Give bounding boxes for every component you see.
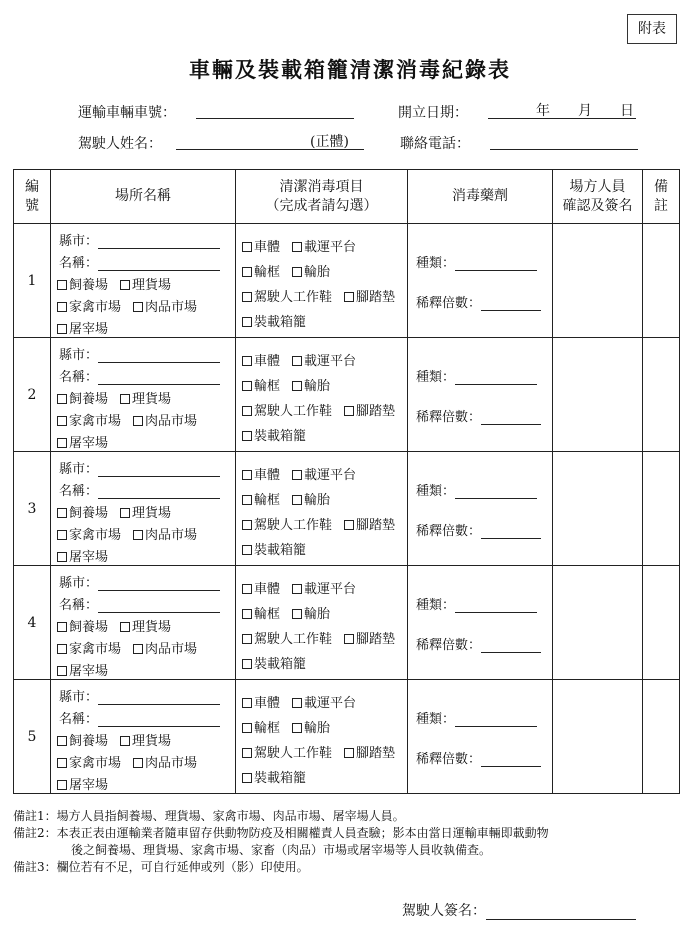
opt-vehicle-body[interactable]: 車體 bbox=[242, 464, 280, 483]
opt-platform[interactable]: 載運平台 bbox=[292, 350, 356, 369]
table-row bbox=[14, 680, 680, 794]
opt-driver-shoes[interactable]: 駕駛人工作鞋 bbox=[242, 514, 332, 533]
opt-platform[interactable]: 載運平台 bbox=[292, 692, 356, 711]
checkbox-icon[interactable] bbox=[57, 644, 67, 654]
name-field[interactable] bbox=[98, 486, 220, 499]
opt-foot-mat[interactable]: 腳踏墊 bbox=[344, 742, 395, 761]
dilution-line: 稀釋倍數： bbox=[416, 748, 541, 767]
row-number: 2 bbox=[14, 338, 51, 452]
note-cell[interactable] bbox=[643, 224, 680, 338]
phone-label: 聯絡電話： bbox=[400, 136, 470, 152]
checkbox-icon[interactable] bbox=[242, 406, 252, 416]
agent-type-field[interactable] bbox=[455, 258, 537, 271]
note-3: 備註3：欄位若有不足，可自行延伸或列（影）印使用。 bbox=[13, 860, 309, 874]
place-cell bbox=[51, 566, 236, 680]
checkbox-icon[interactable] bbox=[242, 773, 252, 783]
print-hint: (正體) bbox=[310, 134, 349, 150]
opt-wheel-frame[interactable]: 輪框 bbox=[242, 261, 280, 280]
name-line: 名稱： bbox=[59, 480, 220, 499]
county-line: 縣市： bbox=[59, 344, 220, 363]
opt-meat-market[interactable]: 肉品市場 bbox=[133, 752, 197, 771]
opt-abattoir[interactable]: 屠宰場 bbox=[57, 318, 108, 337]
dilution-field[interactable] bbox=[481, 412, 541, 425]
dilution-field[interactable] bbox=[481, 754, 541, 767]
opt-foot-mat[interactable]: 腳踏墊 bbox=[344, 400, 395, 419]
col-items-header: 清潔消毒項目 （完成者請勾選） bbox=[236, 170, 408, 224]
checkbox-icon[interactable] bbox=[344, 406, 354, 416]
row-number: 1 bbox=[14, 224, 51, 338]
note-2-continued: 後之飼養場、理貨場、家禽市場、家畜（肉品）市場或屠宰場等人員收執備查。 bbox=[71, 843, 492, 857]
agent-type-field[interactable] bbox=[455, 714, 537, 727]
agent-cell bbox=[408, 224, 553, 338]
checkbox-icon[interactable] bbox=[57, 394, 67, 404]
col-confirm-header: 場方人員 確認及簽名 bbox=[553, 170, 643, 224]
row-number: 5 bbox=[14, 680, 51, 794]
checkbox-icon[interactable] bbox=[57, 780, 67, 790]
table-row bbox=[14, 224, 680, 338]
checkbox-icon[interactable] bbox=[57, 552, 67, 562]
checkbox-icon[interactable] bbox=[242, 634, 252, 644]
name-line: 名稱： bbox=[59, 366, 220, 385]
opt-driver-shoes[interactable]: 駕駛人工作鞋 bbox=[242, 742, 332, 761]
name-field[interactable] bbox=[98, 372, 220, 385]
opt-abattoir[interactable]: 屠宰場 bbox=[57, 660, 108, 679]
checkbox-icon[interactable] bbox=[242, 584, 252, 594]
checkbox-icon[interactable] bbox=[242, 317, 252, 327]
name-field[interactable] bbox=[98, 600, 220, 613]
agent-cell bbox=[408, 338, 553, 452]
place-cell bbox=[51, 452, 236, 566]
dilution-line: 稀釋倍數： bbox=[416, 520, 541, 539]
row-number: 3 bbox=[14, 452, 51, 566]
county-field[interactable] bbox=[98, 236, 220, 249]
checkbox-icon[interactable] bbox=[120, 508, 130, 518]
opt-cages[interactable]: 裝載箱籠 bbox=[242, 311, 306, 330]
checkbox-icon[interactable] bbox=[344, 634, 354, 644]
checkbox-icon[interactable] bbox=[242, 545, 252, 555]
opt-cages[interactable]: 裝載箱籠 bbox=[242, 539, 306, 558]
note-cell[interactable] bbox=[643, 566, 680, 680]
opt-feedlot[interactable]: 飼養場 bbox=[57, 274, 108, 293]
opt-vehicle-body[interactable]: 車體 bbox=[242, 350, 280, 369]
place-cell bbox=[51, 338, 236, 452]
dilution-field[interactable] bbox=[481, 640, 541, 653]
confirm-signature-cell[interactable] bbox=[553, 566, 643, 680]
checkbox-icon[interactable] bbox=[242, 267, 252, 277]
opt-meat-market[interactable]: 肉品市場 bbox=[133, 638, 197, 657]
opt-cages[interactable]: 裝載箱籠 bbox=[242, 425, 306, 444]
items-cell bbox=[236, 452, 408, 566]
opt-sorting-yard[interactable]: 理貨場 bbox=[120, 730, 171, 749]
name-line: 名稱： bbox=[59, 594, 220, 613]
opt-poultry-market[interactable]: 家禽市場 bbox=[57, 638, 121, 657]
month-label: 月 bbox=[578, 103, 592, 119]
col-note-header: 備 註 bbox=[643, 170, 680, 224]
day-label: 日 bbox=[620, 103, 634, 119]
name-line: 名稱： bbox=[59, 252, 220, 271]
col-agent-header: 消毒藥劑 bbox=[408, 170, 553, 224]
opt-foot-mat[interactable]: 腳踏墊 bbox=[344, 514, 395, 533]
checkbox-icon[interactable] bbox=[120, 394, 130, 404]
name-line: 名稱： bbox=[59, 708, 220, 727]
county-field[interactable] bbox=[98, 464, 220, 477]
agent-type-line: 種類： bbox=[416, 366, 537, 385]
opt-feedlot[interactable]: 飼養場 bbox=[57, 730, 108, 749]
agent-cell bbox=[408, 452, 553, 566]
items-cell bbox=[236, 338, 408, 452]
county-line: 縣市： bbox=[59, 686, 220, 705]
checkbox-icon[interactable] bbox=[242, 495, 252, 505]
phone-field[interactable] bbox=[490, 149, 638, 150]
checkbox-icon[interactable] bbox=[242, 242, 252, 252]
agent-type-line: 種類： bbox=[416, 252, 537, 271]
note-cell[interactable] bbox=[643, 680, 680, 794]
table-row bbox=[14, 566, 680, 680]
opt-vehicle-body[interactable]: 車體 bbox=[242, 236, 280, 255]
opt-poultry-market[interactable]: 家禽市場 bbox=[57, 296, 121, 315]
checkbox-icon[interactable] bbox=[57, 622, 67, 632]
agent-type-field[interactable] bbox=[455, 372, 537, 385]
checkbox-icon[interactable] bbox=[292, 381, 302, 391]
opt-feedlot[interactable]: 飼養場 bbox=[57, 616, 108, 635]
checkbox-icon[interactable] bbox=[344, 520, 354, 530]
opt-wheel-frame[interactable]: 輪框 bbox=[242, 489, 280, 508]
opt-abattoir[interactable]: 屠宰場 bbox=[57, 774, 108, 793]
checkbox-icon[interactable] bbox=[292, 495, 302, 505]
opt-cages[interactable]: 裝載箱籠 bbox=[242, 653, 306, 672]
agent-type-line: 種類： bbox=[416, 594, 537, 613]
table-row bbox=[14, 338, 680, 452]
checkbox-icon[interactable] bbox=[57, 280, 67, 290]
vehicle-no-field[interactable] bbox=[196, 118, 354, 119]
checkbox-icon[interactable] bbox=[242, 470, 252, 480]
agent-cell bbox=[408, 566, 553, 680]
checkbox-icon[interactable] bbox=[133, 530, 143, 540]
checkbox-icon[interactable] bbox=[133, 302, 143, 312]
checkbox-icon[interactable] bbox=[57, 530, 67, 540]
opt-wheel-frame[interactable]: 輪框 bbox=[242, 603, 280, 622]
opt-wheel-frame[interactable]: 輪框 bbox=[242, 375, 280, 394]
checkbox-icon[interactable] bbox=[344, 748, 354, 758]
checkbox-icon[interactable] bbox=[292, 242, 302, 252]
year-label: 年 bbox=[536, 103, 550, 119]
table-row bbox=[14, 452, 680, 566]
issue-date-field[interactable] bbox=[488, 118, 636, 119]
checkbox-icon[interactable] bbox=[57, 508, 67, 518]
opt-meat-market[interactable]: 肉品市場 bbox=[133, 296, 197, 315]
place-cell bbox=[51, 224, 236, 338]
opt-foot-mat[interactable]: 腳踏墊 bbox=[344, 286, 395, 305]
opt-sorting-yard[interactable]: 理貨場 bbox=[120, 616, 171, 635]
opt-driver-shoes[interactable]: 駕駛人工作鞋 bbox=[242, 400, 332, 419]
checkbox-icon[interactable] bbox=[57, 438, 67, 448]
opt-platform[interactable]: 載運平台 bbox=[292, 578, 356, 597]
checkbox-icon[interactable] bbox=[292, 698, 302, 708]
opt-feedlot[interactable]: 飼養場 bbox=[57, 502, 108, 521]
checkbox-icon[interactable] bbox=[242, 381, 252, 391]
checkbox-icon[interactable] bbox=[133, 758, 143, 768]
checkbox-icon[interactable] bbox=[292, 356, 302, 366]
agent-type-line: 種類： bbox=[416, 708, 537, 727]
signature-field[interactable] bbox=[486, 907, 636, 920]
table-header-row bbox=[14, 170, 680, 224]
items-cell bbox=[236, 224, 408, 338]
opt-tire[interactable]: 輪胎 bbox=[292, 489, 330, 508]
note-1: 備註1：場方人員指飼養場、理貨場、家禽市場、肉品市場、屠宰場人員。 bbox=[13, 809, 405, 823]
confirm-signature-cell[interactable] bbox=[553, 224, 643, 338]
checkbox-icon[interactable] bbox=[57, 758, 67, 768]
disinfection-record-table bbox=[13, 169, 680, 794]
checkbox-icon[interactable] bbox=[242, 520, 252, 530]
opt-abattoir[interactable]: 屠宰場 bbox=[57, 546, 108, 565]
checkbox-icon[interactable] bbox=[57, 324, 67, 334]
opt-tire[interactable]: 輪胎 bbox=[292, 717, 330, 736]
checkbox-icon[interactable] bbox=[57, 666, 67, 676]
opt-sorting-yard[interactable]: 理貨場 bbox=[120, 502, 171, 521]
checkbox-icon[interactable] bbox=[292, 584, 302, 594]
issue-date-label: 開立日期： bbox=[398, 105, 468, 121]
county-line: 縣市： bbox=[59, 458, 220, 477]
checkbox-icon[interactable] bbox=[242, 609, 252, 619]
agent-type-field[interactable] bbox=[455, 600, 537, 613]
county-field[interactable] bbox=[98, 578, 220, 591]
checkbox-icon[interactable] bbox=[57, 736, 67, 746]
opt-abattoir[interactable]: 屠宰場 bbox=[57, 432, 108, 451]
place-cell bbox=[51, 680, 236, 794]
col-place-header: 場所名稱 bbox=[51, 170, 236, 224]
opt-tire[interactable]: 輪胎 bbox=[292, 261, 330, 280]
agent-type-line: 種類： bbox=[416, 480, 537, 499]
checkbox-icon[interactable] bbox=[242, 748, 252, 758]
note-cell[interactable] bbox=[643, 452, 680, 566]
note-2: 備註2：本表正表由運輸業者隨車留存供動物防疫及相關權責人員查驗；影本由當日運輸車輛即載動物 bbox=[13, 826, 549, 840]
opt-meat-market[interactable]: 肉品市場 bbox=[133, 524, 197, 543]
dilution-line: 稀釋倍數： bbox=[416, 292, 541, 311]
name-field[interactable] bbox=[98, 258, 220, 271]
dilution-field[interactable] bbox=[481, 298, 541, 311]
checkbox-icon[interactable] bbox=[242, 292, 252, 302]
opt-cages[interactable]: 裝載箱籠 bbox=[242, 767, 306, 786]
opt-sorting-yard[interactable]: 理貨場 bbox=[120, 388, 171, 407]
opt-vehicle-body[interactable]: 車體 bbox=[242, 578, 280, 597]
driver-signature bbox=[402, 900, 636, 920]
driver-name-label: 駕駛人姓名： bbox=[78, 136, 162, 152]
checkbox-icon[interactable] bbox=[57, 416, 67, 426]
opt-poultry-market[interactable]: 家禽市場 bbox=[57, 524, 121, 543]
agent-type-field[interactable] bbox=[455, 486, 537, 499]
opt-tire[interactable]: 輪胎 bbox=[292, 603, 330, 622]
opt-meat-market[interactable]: 肉品市場 bbox=[133, 410, 197, 429]
checkbox-icon[interactable] bbox=[242, 356, 252, 366]
dilution-line: 稀釋倍數： bbox=[416, 634, 541, 653]
opt-feedlot[interactable]: 飼養場 bbox=[57, 388, 108, 407]
confirm-signature-cell[interactable] bbox=[553, 680, 643, 794]
dilution-line: 稀釋倍數： bbox=[416, 406, 541, 425]
opt-foot-mat[interactable]: 腳踏墊 bbox=[344, 628, 395, 647]
checkbox-icon[interactable] bbox=[292, 609, 302, 619]
checkbox-icon[interactable] bbox=[120, 736, 130, 746]
signature-label: 駕駛人簽名： bbox=[402, 903, 486, 919]
opt-platform[interactable]: 載運平台 bbox=[292, 464, 356, 483]
opt-sorting-yard[interactable]: 理貨場 bbox=[120, 274, 171, 293]
checkbox-icon[interactable] bbox=[242, 723, 252, 733]
col-no-header: 編 號 bbox=[14, 170, 51, 224]
checkbox-icon[interactable] bbox=[133, 644, 143, 654]
opt-driver-shoes[interactable]: 駕駛人工作鞋 bbox=[242, 286, 332, 305]
opt-wheel-frame[interactable]: 輪框 bbox=[242, 717, 280, 736]
items-cell bbox=[236, 566, 408, 680]
items-cell bbox=[236, 680, 408, 794]
county-field[interactable] bbox=[98, 692, 220, 705]
attachment-label: 附表 bbox=[627, 14, 677, 44]
checkbox-icon[interactable] bbox=[57, 302, 67, 312]
county-field[interactable] bbox=[98, 350, 220, 363]
checkbox-icon[interactable] bbox=[292, 723, 302, 733]
confirm-signature-cell[interactable] bbox=[553, 452, 643, 566]
checkbox-icon[interactable] bbox=[242, 698, 252, 708]
opt-vehicle-body[interactable]: 車體 bbox=[242, 692, 280, 711]
checkbox-icon[interactable] bbox=[242, 431, 252, 441]
checkbox-icon[interactable] bbox=[120, 622, 130, 632]
page-title: 車輛及裝載箱籠清潔消毒紀錄表 bbox=[189, 57, 511, 82]
checkbox-icon[interactable] bbox=[344, 292, 354, 302]
notes bbox=[13, 808, 549, 876]
county-line: 縣市： bbox=[59, 572, 220, 591]
checkbox-icon[interactable] bbox=[133, 416, 143, 426]
opt-tire[interactable]: 輪胎 bbox=[292, 375, 330, 394]
opt-platform[interactable]: 載運平台 bbox=[292, 236, 356, 255]
checkbox-icon[interactable] bbox=[242, 659, 252, 669]
checkbox-icon[interactable] bbox=[292, 470, 302, 480]
agent-cell bbox=[408, 680, 553, 794]
opt-poultry-market[interactable]: 家禽市場 bbox=[57, 410, 121, 429]
confirm-signature-cell[interactable] bbox=[553, 338, 643, 452]
county-line: 縣市： bbox=[59, 230, 220, 249]
opt-poultry-market[interactable]: 家禽市場 bbox=[57, 752, 121, 771]
note-cell[interactable] bbox=[643, 338, 680, 452]
name-field[interactable] bbox=[98, 714, 220, 727]
opt-driver-shoes[interactable]: 駕駛人工作鞋 bbox=[242, 628, 332, 647]
checkbox-icon[interactable] bbox=[120, 280, 130, 290]
checkbox-icon[interactable] bbox=[292, 267, 302, 277]
vehicle-no-label: 運輸車輛車號： bbox=[78, 105, 176, 121]
row-number: 4 bbox=[14, 566, 51, 680]
dilution-field[interactable] bbox=[481, 526, 541, 539]
